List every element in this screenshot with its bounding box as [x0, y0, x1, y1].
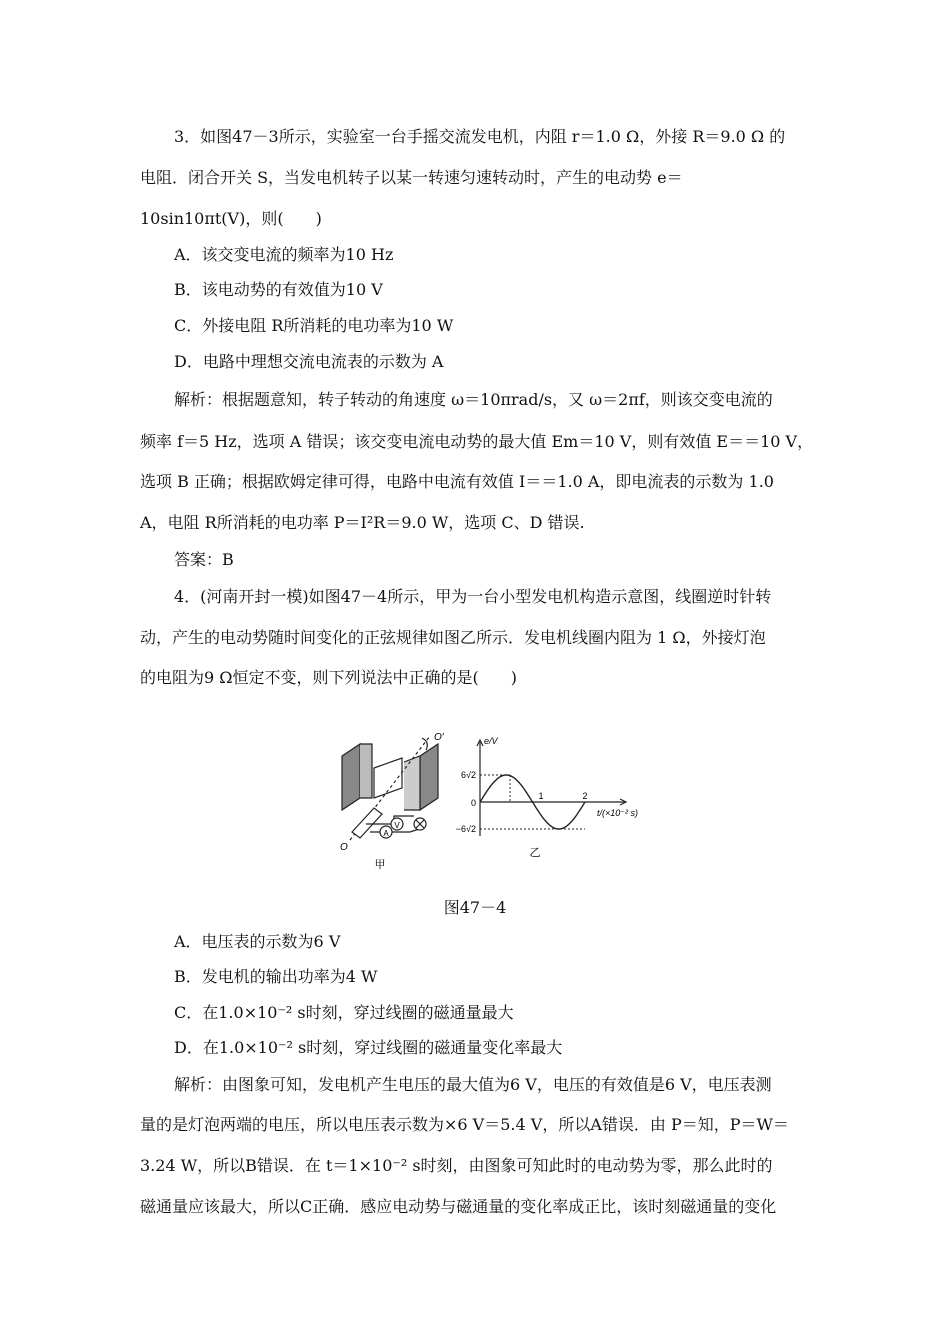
y-max-label: 6√2 [461, 770, 476, 780]
right-magnet-face [404, 756, 420, 810]
q4-analysis-line-3: 3.24 W，所以B错误．在 t＝1×10⁻² s时刻，由图象可知此时的电动势为零，那么此时的 [140, 1156, 773, 1175]
q3-option-a: A．该交变电流的频率为10 Hz [174, 245, 394, 264]
q4-option-c: C．在1.0×10⁻² s时刻，穿过线圈的磁通量最大 [174, 1003, 514, 1022]
q3-analysis-line-4: A，电阻 R所消耗的电功率 P＝I²R＝9.0 W，选项 C、D 错误. [140, 513, 585, 532]
pivot-bottom-label: O [340, 842, 348, 853]
q3-analysis-line-3: 选项 B 正确；根据欧姆定律可得，电路中电流有效值 I＝＝1.0 A，即电流表的示数为 1.0 [140, 472, 774, 491]
figure-label-jia: 甲 [374, 859, 386, 871]
q3-answer: 答案：B [174, 550, 234, 569]
left-magnet-side [360, 744, 372, 798]
figure-label-yi: 乙 [529, 847, 541, 859]
x-tick-2: 2 [582, 791, 588, 801]
q4-option-d: D．在1.0×10⁻² s时刻，穿过线圈的磁通量变化率最大 [174, 1038, 563, 1057]
q4-option-a: A．电压表的示数为6 V [174, 932, 341, 951]
y-axis-label: e/V [484, 736, 498, 746]
origin-label: 0 [470, 798, 476, 808]
ammeter-label: A [383, 829, 389, 838]
generator-diagram [342, 736, 438, 840]
y-min-label: −6√2 [455, 824, 476, 834]
left-magnet-pole [342, 744, 360, 810]
q4-stem-line-1: 4．(河南开封一模)如图47－4所示，甲为一台小型发电机构造示意图，线圈逆时针转 [174, 587, 772, 606]
right-magnet-pole [420, 744, 438, 810]
shaft [352, 808, 382, 838]
q3-analysis-line-1: 解析：根据题意知，转子转动的角速度 ω＝10πrad/s，又 ω＝2πf，则该交变电流的 [174, 390, 773, 409]
q3-option-c: C．外接电阻 R所消耗的电功率为10 W [174, 316, 454, 335]
q4-analysis-line-1: 解析：由图象可知，发电机产生电压的最大值为6 V，电压的有效值是6 V，电压表测 [174, 1075, 772, 1094]
q3-option-d: D．电路中理想交流电流表的示数为 A [174, 352, 444, 371]
q3-stem-line-3: 10sin10πt(V)，则( ) [140, 209, 322, 228]
q4-analysis-line-2: 量的是灯泡两端的电压，所以电压表示数为×6 V＝5.4 V，所以A错误．由 P＝知，P＝W＝ [140, 1115, 789, 1134]
q3-stem-line-1: 3．如图47－3所示，实验室一台手摇交流发电机，内阻 r＝1.0 Ω，外接 R＝9.0 Ω 的 [174, 127, 786, 146]
pivot-top-label: O′ [434, 732, 444, 743]
x-tick-1: 1 [538, 791, 544, 801]
q3-stem-line-2: 电阻．闭合开关 S，当发电机转子以某一转速匀速转动时，产生的电动势 e＝ [140, 168, 683, 187]
q4-analysis-line-4: 磁通量应该最大，所以C正确．感应电动势与磁通量的变化率成正比，该时刻磁通量的变化 [140, 1197, 777, 1216]
figure-47-4 [330, 728, 660, 873]
q4-stem-line-3: 的电阻为9 Ω恒定不变，则下列说法中正确的是( ) [140, 668, 518, 687]
q3-option-b: B．该电动势的有效值为10 V [174, 280, 383, 299]
figure-svg [330, 728, 660, 873]
q4-option-b: B．发电机的输出功率为4 W [174, 967, 378, 986]
q3-analysis-line-2: 频率 f＝5 Hz，选项 A 错误；该交变电流电动势的最大值 Em＝10 V，则有效值 E＝＝10 V， [140, 432, 814, 451]
figure-caption: 图47－4 [443, 898, 507, 917]
q4-stem-line-2: 动，产生的电动势随时间变化的正弦规律如图乙所示．发电机线圈内阻为 1 Ω，外接灯泡 [140, 628, 766, 647]
emf-graph [477, 740, 626, 836]
x-axis-label: t/(×10⁻² s) [597, 808, 639, 818]
voltmeter-label: V [394, 821, 400, 830]
